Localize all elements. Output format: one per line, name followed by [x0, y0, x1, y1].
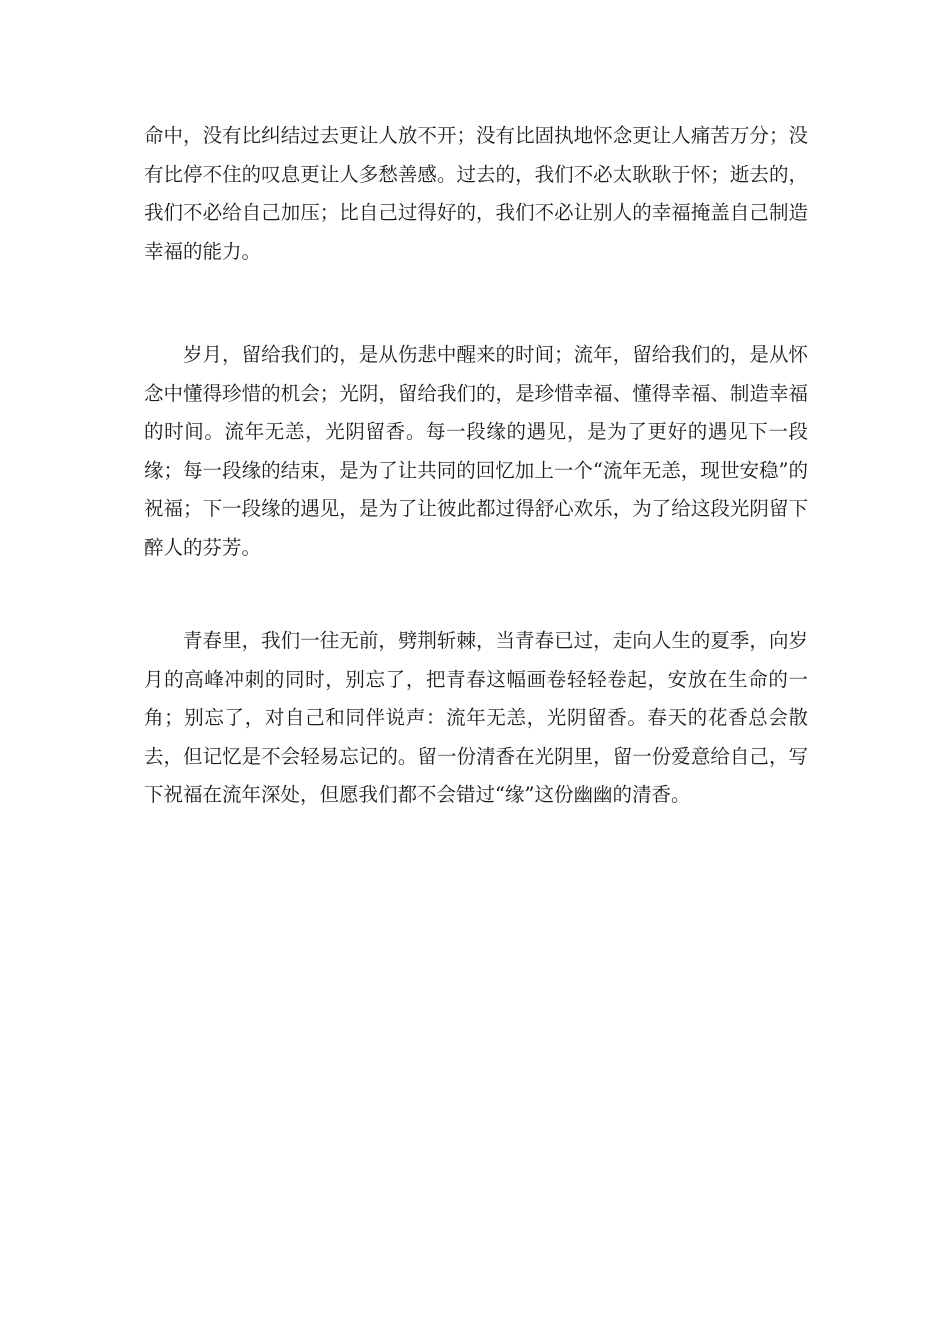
paragraph-continued: 命中，没有比纠结过去更让人放不开；没有比固执地怀念更让人痛苦万分；没有比停不住的叹息更让人多愁善感。过去的，我们不必太耿耿于怀；逝去的，我们不必给自己加压；比自己过得好的，我们不必让别人的幸福掩盖自己制造幸福的能力。: [144, 124, 808, 263]
paragraph-youth: 青春里，我们一往无前，劈荆斩棘，当青春已过，走向人生的夏季，向岁月的高峰冲刺的同时，别忘了，把青春这幅画卷轻轻卷起，安放在生命的一角；别忘了，对自己和同伴说声：流年无恙，光阴留香。春天的花香总会散去，但记忆是不会轻易忘记的。留一份清香在光阴里，留一份爱意给自己，写下祝福在流年深处，但愿我们都不会错过“缘”这份幽幽的清香。: [144, 629, 808, 807]
paragraph-years: 岁月，留给我们的，是从伤悲中醒来的时间；流年，留给我们的，是从怀念中懂得珍惜的机会；光阴，留给我们的，是珍惜幸福、懂得幸福、制造幸福的时间。流年无恙，光阴留香。每一段缘的遇见，是为了更好的遇见下一段缘；每一段缘的结束，是为了让共同的回忆加上一个“流年无恙，现世安稳”的祝福；下一段缘的遇见，是为了让彼此都过得舒心欢乐，为了给这段光阴留下醉人的芬芳。: [144, 343, 808, 559]
